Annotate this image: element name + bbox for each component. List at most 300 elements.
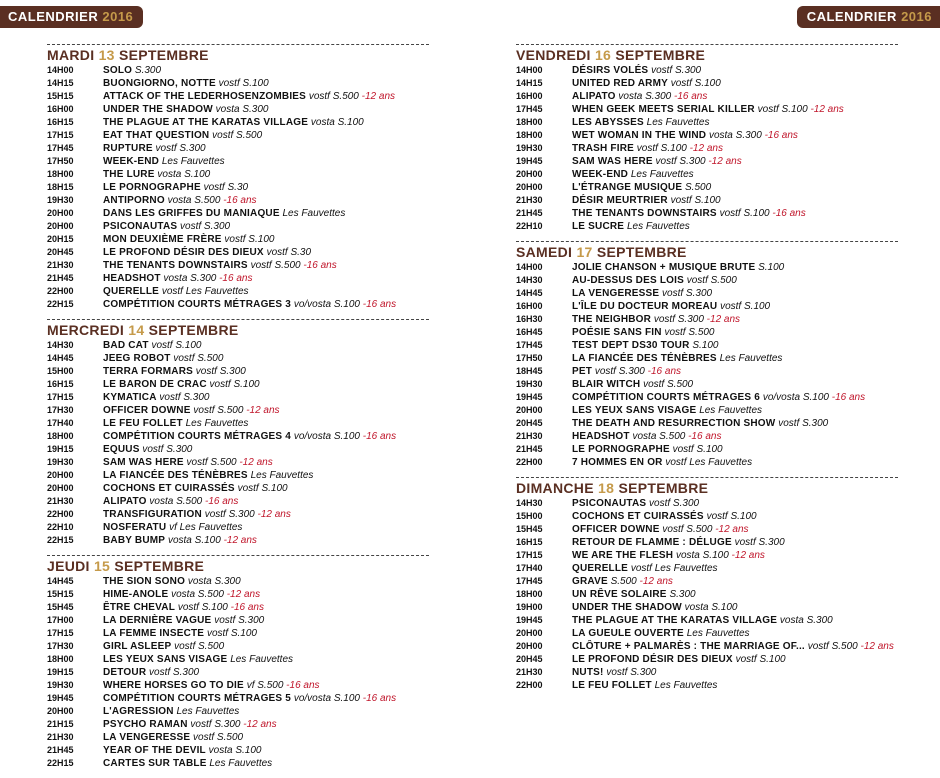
film-title: LA FEMME INSECTE <box>103 628 205 639</box>
screening-time: 21H45 <box>47 745 74 755</box>
day-num: 18 <box>598 480 615 496</box>
screening-meta: vostf S.500 <box>308 91 359 102</box>
screening-time: 17H50 <box>516 353 543 363</box>
film-title: THE DEATH AND RESURRECTION SHOW <box>572 418 776 429</box>
film-title: LA FIANCÉE DES TÉNÈBRES <box>103 470 248 481</box>
screening-meta: vosta S.500 <box>167 195 221 206</box>
schedule-row <box>516 287 898 300</box>
screening-meta: vostf S.300 <box>662 288 713 299</box>
screening-time: 19H30 <box>516 143 543 153</box>
film-title: RUPTURE <box>103 143 153 154</box>
film-title: EQUUS <box>103 444 140 455</box>
screening-time: 15H15 <box>47 91 74 101</box>
screening-time: 14H00 <box>516 262 543 272</box>
screening-time: 17H45 <box>516 576 543 586</box>
screening-meta: vosta S.300 <box>618 91 672 102</box>
film-title: WHEN GEEK MEETS SERIAL KILLER <box>572 104 755 115</box>
film-title: BUONGIORNO, NOTTE <box>103 78 216 89</box>
schedule-row <box>516 326 898 339</box>
age-rating: -12 ans <box>223 535 257 546</box>
film-title: COMPÉTITION COURTS MÉTRAGES 3 <box>103 299 292 310</box>
screening-meta: vostf S.500 <box>662 524 713 535</box>
film-title: LES YEUX SANS VISAGE <box>103 654 228 665</box>
schedule-row <box>516 313 898 326</box>
screening-meta: vostf S.500 <box>807 641 858 652</box>
screening-time: 18H00 <box>516 130 543 140</box>
schedule-row <box>516 194 898 207</box>
schedule-row <box>47 246 429 259</box>
screening-meta: vostf S.500 <box>664 327 715 338</box>
screening-time: 17H40 <box>516 563 543 573</box>
day-section <box>516 241 898 469</box>
film-title: THE PLAGUE AT THE KARATAS VILLAGE <box>572 615 778 626</box>
film-title: HEADSHOT <box>103 273 161 284</box>
day-month: SEPTEMBRE <box>615 47 706 63</box>
screening-meta: S.100 <box>692 340 719 351</box>
screening-time: 20H00 <box>516 182 543 192</box>
schedule-row <box>47 298 429 311</box>
schedule-row <box>47 168 429 181</box>
screening-time: 17H30 <box>47 641 74 651</box>
schedule-row <box>516 430 898 443</box>
schedule-row <box>47 482 429 495</box>
screening-time: 17H30 <box>47 405 74 415</box>
age-rating: -16 ans <box>688 431 722 442</box>
day-month: SEPTEMBRE <box>618 480 709 496</box>
schedule-row <box>516 155 898 168</box>
schedule-row <box>516 274 898 287</box>
film-title: LE PORNOGRAPHE <box>572 444 670 455</box>
screening-info <box>572 116 898 129</box>
screening-info <box>572 378 898 391</box>
schedule-row <box>516 614 898 627</box>
age-rating: -16 ans <box>831 392 866 403</box>
screening-meta: vostf S.100 <box>218 78 269 89</box>
film-title: CARTES SUR TABLE <box>103 758 207 769</box>
screening-time: 22H15 <box>47 299 74 309</box>
day-weekday: MERCREDI <box>47 322 125 338</box>
screening-time: 22H00 <box>47 509 74 519</box>
film-title: WHERE HORSES GO TO DIE <box>103 680 244 691</box>
screening-info <box>103 103 429 116</box>
screening-info <box>103 744 429 757</box>
age-rating: -16 ans <box>647 366 682 377</box>
schedule-row <box>47 155 429 168</box>
screening-meta: vosta S.500 <box>149 496 203 507</box>
screening-info <box>103 456 429 469</box>
film-title: COMPÉTITION COURTS MÉTRAGES 6 <box>572 392 761 403</box>
schedule-row <box>47 404 429 417</box>
schedule-row <box>47 181 429 194</box>
screening-meta: vostf S.300 <box>651 65 702 76</box>
screening-meta: vostf S.100 <box>735 654 786 665</box>
screening-info <box>572 443 898 456</box>
film-title: LE FEU FOLLET <box>103 418 183 429</box>
screening-info <box>103 601 429 614</box>
schedule-row <box>47 443 429 456</box>
schedule-row <box>516 679 898 692</box>
schedule-row <box>516 627 898 640</box>
screening-info <box>103 259 429 272</box>
film-title: THE TENANTS DOWNSTAIRS <box>103 260 248 271</box>
screening-info <box>103 627 429 640</box>
screening-time: 22H10 <box>516 221 543 231</box>
screening-meta: vostf Les Fauvettes <box>665 457 753 468</box>
screening-info <box>572 181 898 194</box>
film-title: UN RÊVE SOLAIRE <box>572 589 667 600</box>
film-title: NUTS! <box>572 667 604 678</box>
day-weekday: JEUDI <box>47 558 90 574</box>
schedule-row <box>47 495 429 508</box>
screening-meta: S.300 <box>134 65 162 76</box>
film-title: LES YEUX SANS VISAGE <box>572 405 697 416</box>
film-title: COMPÉTITION COURTS MÉTRAGES 4 <box>103 431 292 442</box>
screening-meta: vostf S.100 <box>209 379 260 390</box>
screening-meta: vo/vosta S.100 <box>293 299 360 310</box>
film-title: LA GUEULE OUVERTE <box>572 628 684 639</box>
screening-time: 16H45 <box>516 327 543 337</box>
screening-time: 19H15 <box>47 667 74 677</box>
screening-info <box>103 692 429 705</box>
screening-meta: vostf S.500 <box>186 457 237 468</box>
screening-meta: S.300 <box>669 589 696 600</box>
screening-meta: vostf S.500 <box>643 379 694 390</box>
screening-info <box>572 679 898 692</box>
screening-time: 17H15 <box>47 628 74 638</box>
screening-info <box>103 495 429 508</box>
screening-info <box>103 640 429 653</box>
screening-time: 15H00 <box>47 366 74 376</box>
screening-time: 20H00 <box>47 470 74 480</box>
film-title: MON DEUXIÈME FRÈRE <box>103 234 222 245</box>
column-right <box>516 44 898 700</box>
schedule-row <box>47 508 429 521</box>
screening-meta: vostf S.100 <box>672 444 723 455</box>
age-rating: -12 ans <box>708 156 742 167</box>
film-title: PET <box>572 366 593 377</box>
screening-time: 20H00 <box>47 706 74 716</box>
screening-info <box>572 497 898 510</box>
schedule-row <box>47 627 429 640</box>
film-title: L'AGRESSION <box>103 706 174 717</box>
screening-meta: vosta S.100 <box>208 745 262 756</box>
day-weekday: SAMEDI <box>516 244 573 260</box>
film-title: LE PORNOGRAPHE <box>103 182 201 193</box>
film-title: COMPÉTITION COURTS MÉTRAGES 5 <box>103 693 292 704</box>
age-rating: -16 ans <box>219 273 253 284</box>
schedule-row <box>47 259 429 272</box>
screening-info <box>103 469 429 482</box>
screening-info <box>103 443 429 456</box>
film-title: LE PROFOND DÉSIR DES DIEUX <box>572 654 733 665</box>
screening-info <box>103 653 429 666</box>
schedule-row <box>516 391 898 404</box>
screening-meta: vostf S.500 <box>193 732 244 743</box>
film-title: TRASH FIRE <box>572 143 634 154</box>
screening-time: 20H00 <box>516 169 543 179</box>
screening-time: 14H45 <box>47 576 74 586</box>
age-rating: -16 ans <box>205 496 239 507</box>
age-rating: -16 ans <box>303 260 337 271</box>
screening-meta: vostf S.300 <box>159 392 210 403</box>
screening-time: 18H45 <box>516 366 543 376</box>
screening-meta: vostf S.300 <box>734 537 785 548</box>
screening-time: 19H30 <box>47 680 74 690</box>
age-rating: -12 ans <box>689 143 723 154</box>
screening-time: 20H15 <box>47 234 74 244</box>
screening-info <box>572 142 898 155</box>
screening-time: 14H45 <box>47 353 74 363</box>
screening-info <box>572 575 898 588</box>
age-rating: -12 ans <box>226 589 261 600</box>
screening-time: 18H00 <box>47 169 74 179</box>
screening-meta: Les Fauvettes <box>250 470 314 481</box>
screening-meta: Les Fauvettes <box>719 353 783 364</box>
screening-time: 17H15 <box>516 550 543 560</box>
schedule-row <box>47 521 429 534</box>
screening-time: 19H15 <box>47 444 74 454</box>
schedule-row <box>516 220 898 233</box>
age-rating: -12 ans <box>243 719 277 730</box>
screening-info <box>103 430 429 443</box>
day-section <box>47 44 429 311</box>
screening-time: 20H00 <box>516 405 543 415</box>
day-weekday: MARDI <box>47 47 95 63</box>
screening-info <box>103 90 429 103</box>
film-title: LE BARON DE CRAC <box>103 379 207 390</box>
screening-info <box>572 601 898 614</box>
calendar-tab-left <box>0 6 143 28</box>
screening-info <box>572 326 898 339</box>
screening-time: 21H30 <box>47 260 74 270</box>
screening-info <box>572 417 898 430</box>
screening-time: 22H00 <box>516 680 543 690</box>
age-rating: -12 ans <box>639 576 673 587</box>
screening-info <box>572 90 898 103</box>
screening-info <box>572 300 898 313</box>
screening-meta: vf S.500 <box>246 680 284 691</box>
schedule-row <box>516 417 898 430</box>
screening-info <box>572 404 898 417</box>
film-title: NOSFERATU <box>103 522 167 533</box>
day-month: SEPTEMBRE <box>148 322 239 338</box>
screening-time: 15H45 <box>47 602 74 612</box>
screening-time: 20H45 <box>47 247 74 257</box>
age-rating: -16 ans <box>223 195 257 206</box>
screening-time: 20H45 <box>516 418 543 428</box>
film-title: ANTIPORNO <box>103 195 165 206</box>
screening-meta: vostf S.300 <box>649 498 700 509</box>
screening-meta: vostf S.500 <box>212 130 263 141</box>
schedule-row <box>47 285 429 298</box>
screening-meta: vostf S.300 <box>195 366 246 377</box>
film-title: HIME-ANOLE <box>103 589 169 600</box>
tab-label: CALENDRIER <box>8 9 99 24</box>
film-title: YEAR OF THE DEVIL <box>103 745 206 756</box>
screening-meta: vostf S.100 <box>224 234 275 245</box>
screening-time: 14H15 <box>47 78 74 88</box>
screening-meta: vosta S.100 <box>167 535 221 546</box>
screening-meta: vostf S.100 <box>636 143 687 154</box>
age-rating: -12 ans <box>257 509 291 520</box>
film-title: HEADSHOT <box>572 431 630 442</box>
film-title: THE SION SONO <box>103 576 186 587</box>
screening-meta: vosta S.100 <box>684 602 738 613</box>
film-title: WEEK-END <box>103 156 160 167</box>
day-section <box>516 477 898 692</box>
film-title: OFFICER DOWNE <box>103 405 191 416</box>
screening-time: 18H00 <box>516 117 543 127</box>
screening-info <box>103 666 429 679</box>
age-rating: -16 ans <box>230 602 264 613</box>
film-title: LA FIANCÉE DES TÉNÈBRES <box>572 353 717 364</box>
age-rating: -12 ans <box>715 524 749 535</box>
screening-time: 15H00 <box>516 511 543 521</box>
day-month: SEPTEMBRE <box>118 47 209 63</box>
screening-time: 20H00 <box>516 641 543 651</box>
screening-time: 16H00 <box>47 104 74 114</box>
schedule-row <box>47 679 429 692</box>
day-num: 16 <box>594 47 612 63</box>
screening-time: 22H10 <box>47 522 74 532</box>
film-title: JOLIE CHANSON + MUSIQUE BRUTE <box>572 262 756 273</box>
screening-time: 17H45 <box>47 143 74 153</box>
age-rating: -16 ans <box>764 130 798 141</box>
film-title: WET WOMAN IN THE WIND <box>572 130 707 141</box>
schedule-row <box>47 430 429 443</box>
schedule-row <box>47 194 429 207</box>
screening-time: 19H30 <box>516 379 543 389</box>
schedule-row <box>47 142 429 155</box>
screening-info <box>103 614 429 627</box>
screening-time: 14H00 <box>47 65 74 75</box>
screening-time: 20H00 <box>47 208 74 218</box>
film-title: UNITED RED ARMY <box>572 78 668 89</box>
screening-time: 19H45 <box>516 615 543 625</box>
schedule-row <box>47 588 429 601</box>
film-title: COCHONS ET CUIRASSÉS <box>103 483 235 494</box>
day-month: SEPTEMBRE <box>114 558 205 574</box>
screening-time: 18H00 <box>47 431 74 441</box>
film-title: EAT THAT QUESTION <box>103 130 210 141</box>
screening-info <box>572 510 898 523</box>
screening-time: 21H30 <box>516 667 543 677</box>
screening-time: 18H00 <box>516 589 543 599</box>
screening-time: 22H00 <box>516 457 543 467</box>
schedule-row <box>516 666 898 679</box>
schedule-row <box>47 744 429 757</box>
screening-meta: vostf S.100 <box>757 104 808 115</box>
film-title: AU-DESSUS DES LOIS <box>572 275 684 286</box>
screening-meta: vostf S.100 <box>237 483 288 494</box>
tab-year: 2016 <box>901 9 932 24</box>
screening-info <box>103 718 429 731</box>
screening-meta: vosta S.100 <box>310 117 364 128</box>
screening-time: 21H30 <box>47 496 74 506</box>
day-section <box>516 44 898 233</box>
screening-time: 16H15 <box>516 537 543 547</box>
schedule-row <box>516 588 898 601</box>
schedule-row <box>516 456 898 469</box>
screening-info <box>572 129 898 142</box>
screening-time: 20H00 <box>47 221 74 231</box>
screening-info <box>572 666 898 679</box>
screening-info <box>103 181 429 194</box>
schedule-row <box>516 90 898 103</box>
screening-time: 14H30 <box>47 340 74 350</box>
schedule-row <box>47 129 429 142</box>
film-title: LE SUCRE <box>572 221 625 232</box>
film-title: WE ARE THE FLESH <box>572 550 674 561</box>
film-title: PSYCHO RAMAN <box>103 719 188 730</box>
screening-meta: vosta S.300 <box>708 130 762 141</box>
screening-meta: S.500 <box>610 576 637 587</box>
screening-time: 19H00 <box>516 602 543 612</box>
film-title: WEEK-END <box>572 169 629 180</box>
schedule-row <box>516 536 898 549</box>
screening-time: 17H50 <box>47 156 74 166</box>
schedule-row <box>47 417 429 430</box>
screening-info <box>103 575 429 588</box>
film-title: ÊTRE CHEVAL <box>103 602 176 613</box>
schedule-row <box>47 77 429 90</box>
screening-info <box>103 679 429 692</box>
screening-info <box>572 287 898 300</box>
screening-time: 17H45 <box>516 340 543 350</box>
age-rating: -12 ans <box>731 550 765 561</box>
day-heading <box>516 241 898 260</box>
screening-info <box>572 456 898 469</box>
schedule-row <box>516 365 898 378</box>
schedule-row <box>47 718 429 731</box>
screening-meta: Les Fauvettes <box>185 418 249 429</box>
day-month: SEPTEMBRE <box>596 244 687 260</box>
schedule-row <box>47 757 429 770</box>
screening-meta: vostf S.500 <box>174 641 225 652</box>
day-num: 15 <box>93 558 111 574</box>
screening-info <box>103 417 429 430</box>
film-title: LA VENGERESSE <box>572 288 660 299</box>
film-title: DANS LES GRIFFES DU MANIAQUE <box>103 208 280 219</box>
screening-meta: vostf S.100 <box>719 208 770 219</box>
schedule-row <box>47 731 429 744</box>
film-title: L'ÎLE DU DOCTEUR MOREAU <box>572 301 718 312</box>
film-title: DÉSIR MEURTRIER <box>572 195 668 206</box>
schedule-row <box>47 233 429 246</box>
schedule-row <box>516 64 898 77</box>
screening-time: 22H15 <box>47 758 74 768</box>
screening-meta: vostf S.300 <box>149 667 200 678</box>
screening-info <box>103 588 429 601</box>
schedule-row <box>47 705 429 718</box>
film-title: TERRA FORMARS <box>103 366 194 377</box>
screening-time: 19H45 <box>47 693 74 703</box>
screening-time: 21H30 <box>516 431 543 441</box>
screening-info <box>572 549 898 562</box>
film-title: SAM WAS HERE <box>103 457 184 468</box>
screening-info <box>572 588 898 601</box>
film-title: COCHONS ET CUIRASSÉS <box>572 511 704 522</box>
screening-time: 19H45 <box>516 392 543 402</box>
screening-meta: vostf S.500 <box>173 353 224 364</box>
screening-time: 22H00 <box>47 286 74 296</box>
screening-meta: vostf S.500 <box>686 275 737 286</box>
screening-info <box>572 352 898 365</box>
tab-label: CALENDRIER <box>806 9 897 24</box>
schedule-row <box>516 378 898 391</box>
film-title: RETOUR DE FLAMME : DÉLUGE <box>572 537 732 548</box>
schedule-row <box>47 666 429 679</box>
